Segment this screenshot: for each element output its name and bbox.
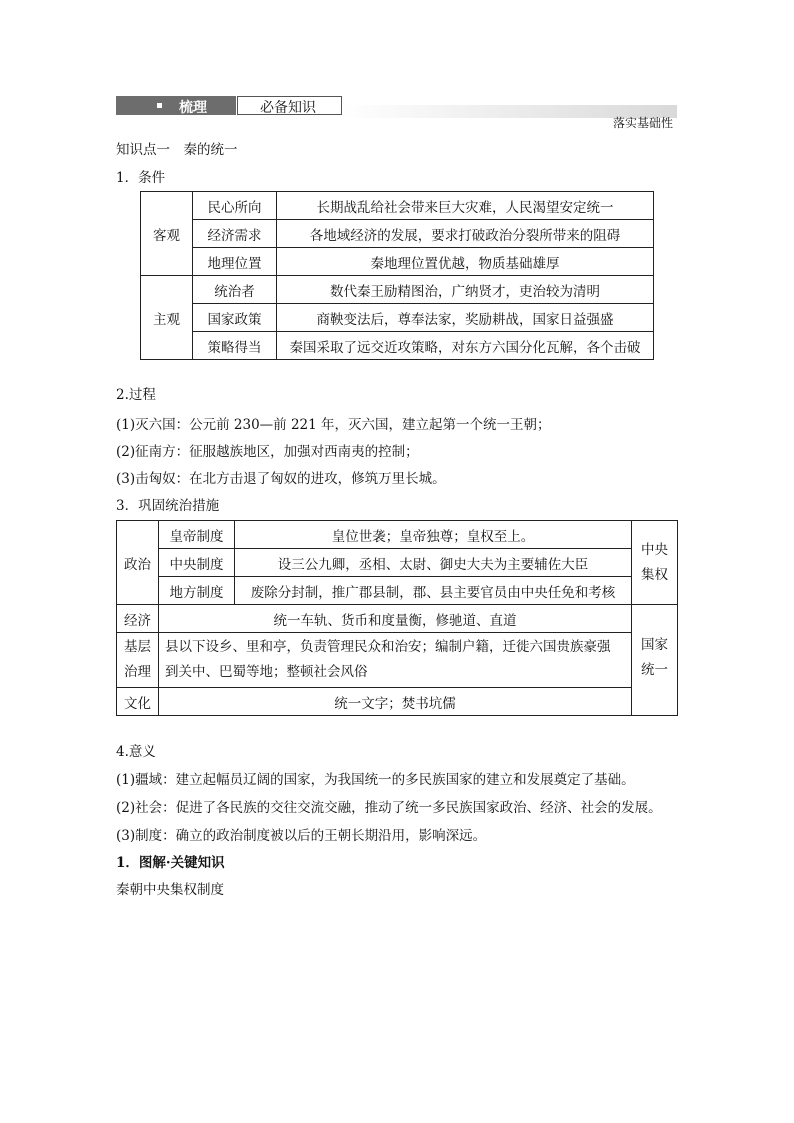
table-row <box>141 332 654 360</box>
item-cell: 民心所向 <box>193 192 277 220</box>
conditions-heading: 1．条件 <box>116 170 166 186</box>
group-name-cell: 客观 <box>141 192 193 276</box>
side-label-line: 国家 <box>641 637 668 653</box>
table-row <box>141 192 654 220</box>
desc-cell: 皇位世袭；皇帝独尊；皇权至上。 <box>235 521 632 549</box>
header-box-tab <box>237 96 342 115</box>
item-cell: 国家政策 <box>193 304 277 332</box>
conditions-table <box>140 191 654 360</box>
significance-item: (3)制度：确立的政治制度被以后的王朝长期沿用，影响深远。 <box>116 828 487 844</box>
table-row <box>117 688 678 716</box>
table-row <box>141 276 654 304</box>
significance-item: (1)疆域：建立起幅员辽阔的国家，为我国统一的多民族国家的建立和发展奠定了基础。 <box>116 772 635 788</box>
measures-table <box>116 520 678 716</box>
item-cell: 中央制度 <box>159 549 235 577</box>
process-item: (3)击匈奴：在北方击退了匈奴的进攻，修筑万里长城。 <box>116 471 446 487</box>
square-bullet-icon <box>157 103 162 108</box>
category-cell: 经济 <box>117 605 159 633</box>
side-label-line: 集权 <box>641 566 668 583</box>
desc-cell <box>159 633 632 688</box>
group-name-cell: 主观 <box>141 276 193 360</box>
section-title: 知识点一 秦的统一 <box>116 142 238 158</box>
desc-line: 县以下设乡、里和亭，负责管理民众和治安；编制户籍，迁徙六国贵族豪强 <box>165 639 611 655</box>
header-box-tab-label: 必备知识 <box>260 100 316 116</box>
diagram-caption: 秦朝中央集权制度 <box>116 882 224 898</box>
item-cell: 策略得当 <box>193 332 277 360</box>
desc-cell: 设三公九卿，丞相、太尉、御史大夫为主要辅佐大臣 <box>235 549 632 577</box>
desc-cell: 秦地理位置优越，物质基础雄厚 <box>277 248 654 276</box>
item-cell: 地方制度 <box>159 577 235 605</box>
desc-cell: 数代秦王励精图治，广纳贤才，吏治较为清明 <box>277 276 654 304</box>
table-row <box>117 633 678 688</box>
item-cell: 地理位置 <box>193 248 277 276</box>
table-row <box>117 521 678 549</box>
category-cell: 文化 <box>117 688 159 716</box>
desc-cell: 商鞅变法后，尊奉法家，奖励耕战，国家日益强盛 <box>277 304 654 332</box>
side-label-line: 统一 <box>641 662 668 678</box>
table-row <box>141 220 654 248</box>
category-line: 治理 <box>124 664 151 680</box>
side-label-line: 中央 <box>641 541 668 558</box>
desc-cell: 各地域经济的发展，要求打破政治分裂所带来的阻碍 <box>277 220 654 248</box>
header-dark-tab <box>116 96 236 115</box>
table-row <box>117 577 678 605</box>
desc-cell: 秦国采取了远交近攻策略，对东方六国分化瓦解，各个击破 <box>277 332 654 360</box>
side-label-central <box>632 521 678 605</box>
header-dark-tab-label: 梳理 <box>179 100 207 116</box>
desc-line: 到关中、巴蜀等地；整顿社会风俗 <box>165 664 368 680</box>
category-cell: 政治 <box>117 521 159 605</box>
table-row <box>141 248 654 276</box>
desc-cell: 统一文字；焚书坑儒 <box>159 688 632 716</box>
category-cell <box>117 633 159 688</box>
desc-cell: 废除分封制，推广郡县制，郡、县主要官员由中央任免和考核 <box>235 577 632 605</box>
table-row <box>117 549 678 577</box>
process-item: (1)灭六国：公元前 230—前 221 年，灭六国，建立起第一个统一王朝； <box>116 417 551 433</box>
process-heading: 2.过程 <box>116 387 156 403</box>
item-cell: 经济需求 <box>193 220 277 248</box>
section-header-band <box>116 96 677 130</box>
item-cell: 统治者 <box>193 276 277 304</box>
header-gradient-bar <box>342 105 677 130</box>
side-label-unity <box>632 605 678 716</box>
table-row <box>141 304 654 332</box>
process-item: (2)征南方：征服越族地区，加强对西南夷的控制； <box>116 444 419 460</box>
significance-heading: 4.意义 <box>116 744 156 760</box>
desc-cell: 长期战乱给社会带来巨大灾难，人民渴望安定统一 <box>277 192 654 220</box>
desc-cell: 统一车轨、货币和度量衡，修驰道、直道 <box>159 605 632 633</box>
measures-heading: 3．巩固统治措施 <box>116 498 220 514</box>
header-right-label: 落实基础性 <box>612 116 673 130</box>
category-line: 基层 <box>124 639 151 655</box>
significance-item: (2)社会：促进了各民族的交往交流交融，推动了统一多民族国家政治、经济、社会的发展。 <box>116 800 662 816</box>
table-row <box>117 605 678 633</box>
item-cell: 皇帝制度 <box>159 521 235 549</box>
diagram-heading: 1．图解·关键知识 <box>116 855 225 871</box>
